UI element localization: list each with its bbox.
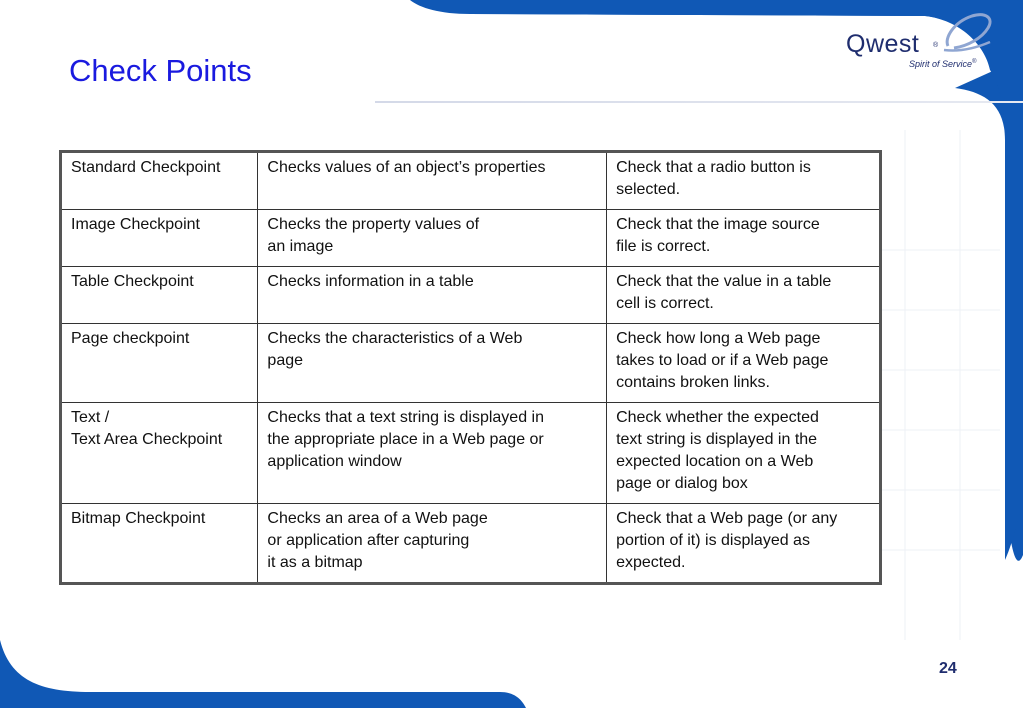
checkpoint-name-cell: Bitmap Checkpoint [61, 504, 258, 584]
table-row [61, 267, 881, 324]
checkpoint-description-cell: Checks the property values of an image [258, 210, 607, 267]
checkpoint-description-cell: Checks values of an object’s properties [258, 152, 607, 210]
checkpoint-name-cell: Image Checkpoint [61, 210, 258, 267]
slide-title: Check Points [69, 53, 252, 88]
checkpoint-name-cell: Standard Checkpoint [61, 152, 258, 210]
table-row [61, 403, 881, 504]
checkpoint-description-cell: Checks information in a table [258, 267, 607, 324]
checkpoint-name-cell: Text / Text Area Checkpoint [61, 403, 258, 504]
logo-tagline: Spirit of Service® [909, 59, 977, 69]
checkpoint-example-cell: Check how long a Web page takes to load or if a Web page contains broken links. [607, 324, 881, 403]
checkpoint-example-cell: Check whether the expected text string is displayed in the expected location on a Web page or dialog box [607, 403, 881, 504]
table-row [61, 152, 881, 210]
table-row [61, 210, 881, 267]
checkpoint-example-cell: Check that a Web page (or any portion of it) is displayed as expected. [607, 504, 881, 584]
logo-wordmark: Qwest [846, 30, 920, 58]
table-row [61, 324, 881, 403]
checkpoint-name-cell: Table Checkpoint [61, 267, 258, 324]
checkpoint-name-cell: Page checkpoint [61, 324, 258, 403]
checkpoints-table [59, 150, 882, 585]
logo-trademark: ® [933, 42, 939, 49]
qwest-swirl-icon [940, 12, 996, 56]
checkpoint-example-cell: Check that a radio button is selected. [607, 152, 881, 210]
checkpoint-description-cell: Checks an area of a Web page or application after capturing it as a bitmap [258, 504, 607, 584]
checkpoint-example-cell: Check that the value in a table cell is correct. [607, 267, 881, 324]
page-number: 24 [939, 660, 957, 677]
checkpoint-description-cell: Checks the characteristics of a Web page [258, 324, 607, 403]
checkpoint-description-cell: Checks that a text string is displayed in the appropriate place in a Web page or application window [258, 403, 607, 504]
table-row [61, 504, 881, 584]
checkpoints-table-body [61, 152, 881, 584]
checkpoint-example-cell: Check that the image source file is correct. [607, 210, 881, 267]
qwest-logo [838, 12, 998, 72]
title-divider [375, 101, 1023, 103]
